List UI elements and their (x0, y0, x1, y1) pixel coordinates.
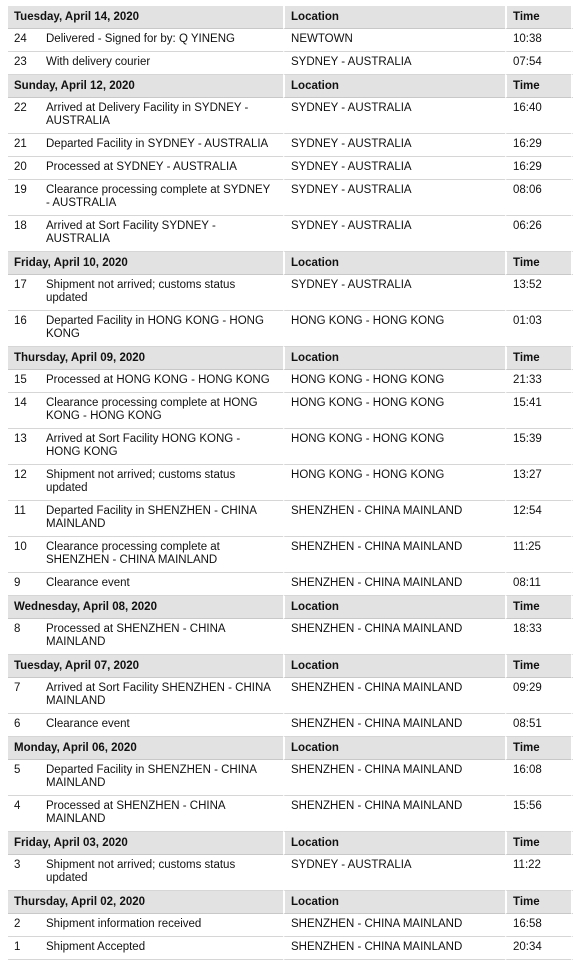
event-number: 17 (8, 275, 46, 311)
event-description: Shipment not arrived; customs status updated (46, 855, 283, 891)
event-location: SYDNEY - AUSTRALIA (283, 52, 505, 75)
event-time: 09:29 (505, 678, 571, 714)
date-header: Thursday, April 02, 2020 (8, 891, 283, 914)
table-row (8, 501, 573, 537)
event-description: Arrived at Sort Facility HONG KONG - HONG KONG (46, 429, 283, 465)
event-number: 24 (8, 29, 46, 52)
event-time: 06:26 (505, 216, 571, 252)
date-header: Wednesday, April 08, 2020 (8, 596, 283, 619)
event-number: 1 (8, 937, 46, 960)
location-column-header: Location (283, 891, 505, 914)
time-column-header: Time (505, 891, 571, 914)
event-number: 4 (8, 796, 46, 832)
table-row (8, 796, 573, 832)
time-column-header: Time (505, 6, 571, 29)
event-location: SHENZHEN - CHINA MAINLAND (283, 678, 505, 714)
event-location: SHENZHEN - CHINA MAINLAND (283, 914, 505, 937)
event-number: 10 (8, 537, 46, 573)
time-column-header: Time (505, 655, 571, 678)
event-number: 6 (8, 714, 46, 737)
table-row (8, 29, 573, 52)
date-header-row (8, 832, 573, 855)
table-row (8, 914, 573, 937)
date-header-row (8, 75, 573, 98)
event-number: 3 (8, 855, 46, 891)
date-header-row (8, 655, 573, 678)
table-row (8, 714, 573, 737)
tracking-history-table (8, 6, 573, 960)
table-row (8, 393, 573, 429)
event-description: Processed at SHENZHEN - CHINA MAINLAND (46, 796, 283, 832)
event-location: HONG KONG - HONG KONG (283, 370, 505, 393)
event-location: SYDNEY - AUSTRALIA (283, 98, 505, 134)
event-time: 15:39 (505, 429, 571, 465)
event-description: Arrived at Sort Facility SYDNEY - AUSTRALIA (46, 216, 283, 252)
table-row (8, 311, 573, 347)
event-time: 16:58 (505, 914, 571, 937)
event-location: SHENZHEN - CHINA MAINLAND (283, 573, 505, 596)
table-row (8, 619, 573, 655)
event-number: 12 (8, 465, 46, 501)
event-description: Clearance processing complete at SHENZHEN - CHINA MAINLAND (46, 537, 283, 573)
date-header: Monday, April 06, 2020 (8, 737, 283, 760)
event-location: SHENZHEN - CHINA MAINLAND (283, 619, 505, 655)
event-location: SHENZHEN - CHINA MAINLAND (283, 714, 505, 737)
table-row (8, 275, 573, 311)
tracking-table-body (8, 6, 573, 960)
location-column-header: Location (283, 6, 505, 29)
event-time: 10:38 (505, 29, 571, 52)
table-row (8, 52, 573, 75)
table-row (8, 216, 573, 252)
event-number: 9 (8, 573, 46, 596)
event-description: Clearance processing complete at HONG KONG - HONG KONG (46, 393, 283, 429)
event-location: SYDNEY - AUSTRALIA (283, 134, 505, 157)
date-header: Tuesday, April 07, 2020 (8, 655, 283, 678)
date-header: Sunday, April 12, 2020 (8, 75, 283, 98)
time-column-header: Time (505, 596, 571, 619)
event-location: SHENZHEN - CHINA MAINLAND (283, 760, 505, 796)
event-location: SHENZHEN - CHINA MAINLAND (283, 796, 505, 832)
event-location: HONG KONG - HONG KONG (283, 393, 505, 429)
event-description: Processed at HONG KONG - HONG KONG (46, 370, 283, 393)
event-time: 01:03 (505, 311, 571, 347)
event-description: Departed Facility in HONG KONG - HONG KONG (46, 311, 283, 347)
event-location: SYDNEY - AUSTRALIA (283, 275, 505, 311)
table-row (8, 370, 573, 393)
event-time: 08:06 (505, 180, 571, 216)
table-row (8, 760, 573, 796)
table-row (8, 573, 573, 596)
event-time: 13:52 (505, 275, 571, 311)
table-row (8, 537, 573, 573)
date-header-row (8, 891, 573, 914)
event-time: 16:29 (505, 157, 571, 180)
event-description: Shipment not arrived; customs status updated (46, 275, 283, 311)
event-number: 11 (8, 501, 46, 537)
event-description: Departed Facility in SHENZHEN - CHINA MAINLAND (46, 760, 283, 796)
date-header: Friday, April 03, 2020 (8, 832, 283, 855)
table-row (8, 429, 573, 465)
event-number: 7 (8, 678, 46, 714)
event-location: SYDNEY - AUSTRALIA (283, 180, 505, 216)
date-header-row (8, 737, 573, 760)
event-number: 5 (8, 760, 46, 796)
table-row (8, 937, 573, 960)
event-location: SYDNEY - AUSTRALIA (283, 855, 505, 891)
date-header-row (8, 6, 573, 29)
table-row (8, 465, 573, 501)
event-time: 20:34 (505, 937, 571, 960)
event-number: 23 (8, 52, 46, 75)
time-column-header: Time (505, 832, 571, 855)
location-column-header: Location (283, 75, 505, 98)
event-description: Clearance processing complete at SYDNEY - AUSTRALIA (46, 180, 283, 216)
event-time: 16:08 (505, 760, 571, 796)
date-header: Friday, April 10, 2020 (8, 252, 283, 275)
event-number: 16 (8, 311, 46, 347)
location-column-header: Location (283, 655, 505, 678)
event-location: SYDNEY - AUSTRALIA (283, 157, 505, 180)
event-time: 16:29 (505, 134, 571, 157)
event-location: HONG KONG - HONG KONG (283, 465, 505, 501)
event-number: 21 (8, 134, 46, 157)
event-description: Processed at SHENZHEN - CHINA MAINLAND (46, 619, 283, 655)
time-column-header: Time (505, 737, 571, 760)
event-time: 13:27 (505, 465, 571, 501)
event-number: 2 (8, 914, 46, 937)
event-number: 15 (8, 370, 46, 393)
event-description: Delivered - Signed for by: Q YINENG (46, 29, 283, 52)
table-row (8, 180, 573, 216)
table-row (8, 157, 573, 180)
date-header-row (8, 252, 573, 275)
location-column-header: Location (283, 347, 505, 370)
event-description: Shipment Accepted (46, 937, 283, 960)
event-time: 12:54 (505, 501, 571, 537)
location-column-header: Location (283, 737, 505, 760)
event-description: Arrived at Sort Facility SHENZHEN - CHINA MAINLAND (46, 678, 283, 714)
event-description: Arrived at Delivery Facility in SYDNEY - AUSTRALIA (46, 98, 283, 134)
location-column-header: Location (283, 832, 505, 855)
event-time: 11:25 (505, 537, 571, 573)
event-time: 11:22 (505, 855, 571, 891)
date-header-row (8, 347, 573, 370)
event-number: 22 (8, 98, 46, 134)
event-number: 8 (8, 619, 46, 655)
event-time: 15:56 (505, 796, 571, 832)
event-description: Clearance event (46, 573, 283, 596)
event-description: Departed Facility in SYDNEY - AUSTRALIA (46, 134, 283, 157)
event-number: 14 (8, 393, 46, 429)
event-number: 19 (8, 180, 46, 216)
event-description: Shipment not arrived; customs status updated (46, 465, 283, 501)
event-time: 18:33 (505, 619, 571, 655)
event-number: 20 (8, 157, 46, 180)
event-number: 13 (8, 429, 46, 465)
table-row (8, 678, 573, 714)
time-column-header: Time (505, 347, 571, 370)
table-row (8, 855, 573, 891)
event-description: Departed Facility in SHENZHEN - CHINA MAINLAND (46, 501, 283, 537)
event-location: NEWTOWN (283, 29, 505, 52)
event-time: 08:11 (505, 573, 571, 596)
event-location: SHENZHEN - CHINA MAINLAND (283, 537, 505, 573)
table-row (8, 98, 573, 134)
table-row (8, 134, 573, 157)
event-number: 18 (8, 216, 46, 252)
event-time: 07:54 (505, 52, 571, 75)
event-time: 16:40 (505, 98, 571, 134)
event-time: 08:51 (505, 714, 571, 737)
event-location: HONG KONG - HONG KONG (283, 429, 505, 465)
date-header: Thursday, April 09, 2020 (8, 347, 283, 370)
date-header-row (8, 596, 573, 619)
time-column-header: Time (505, 75, 571, 98)
event-location: SHENZHEN - CHINA MAINLAND (283, 501, 505, 537)
event-description: Clearance event (46, 714, 283, 737)
location-column-header: Location (283, 252, 505, 275)
event-description: With delivery courier (46, 52, 283, 75)
time-column-header: Time (505, 252, 571, 275)
event-location: HONG KONG - HONG KONG (283, 311, 505, 347)
event-description: Shipment information received (46, 914, 283, 937)
location-column-header: Location (283, 596, 505, 619)
date-header: Tuesday, April 14, 2020 (8, 6, 283, 29)
event-time: 15:41 (505, 393, 571, 429)
event-location: SHENZHEN - CHINA MAINLAND (283, 937, 505, 960)
event-location: SYDNEY - AUSTRALIA (283, 216, 505, 252)
event-time: 21:33 (505, 370, 571, 393)
event-description: Processed at SYDNEY - AUSTRALIA (46, 157, 283, 180)
